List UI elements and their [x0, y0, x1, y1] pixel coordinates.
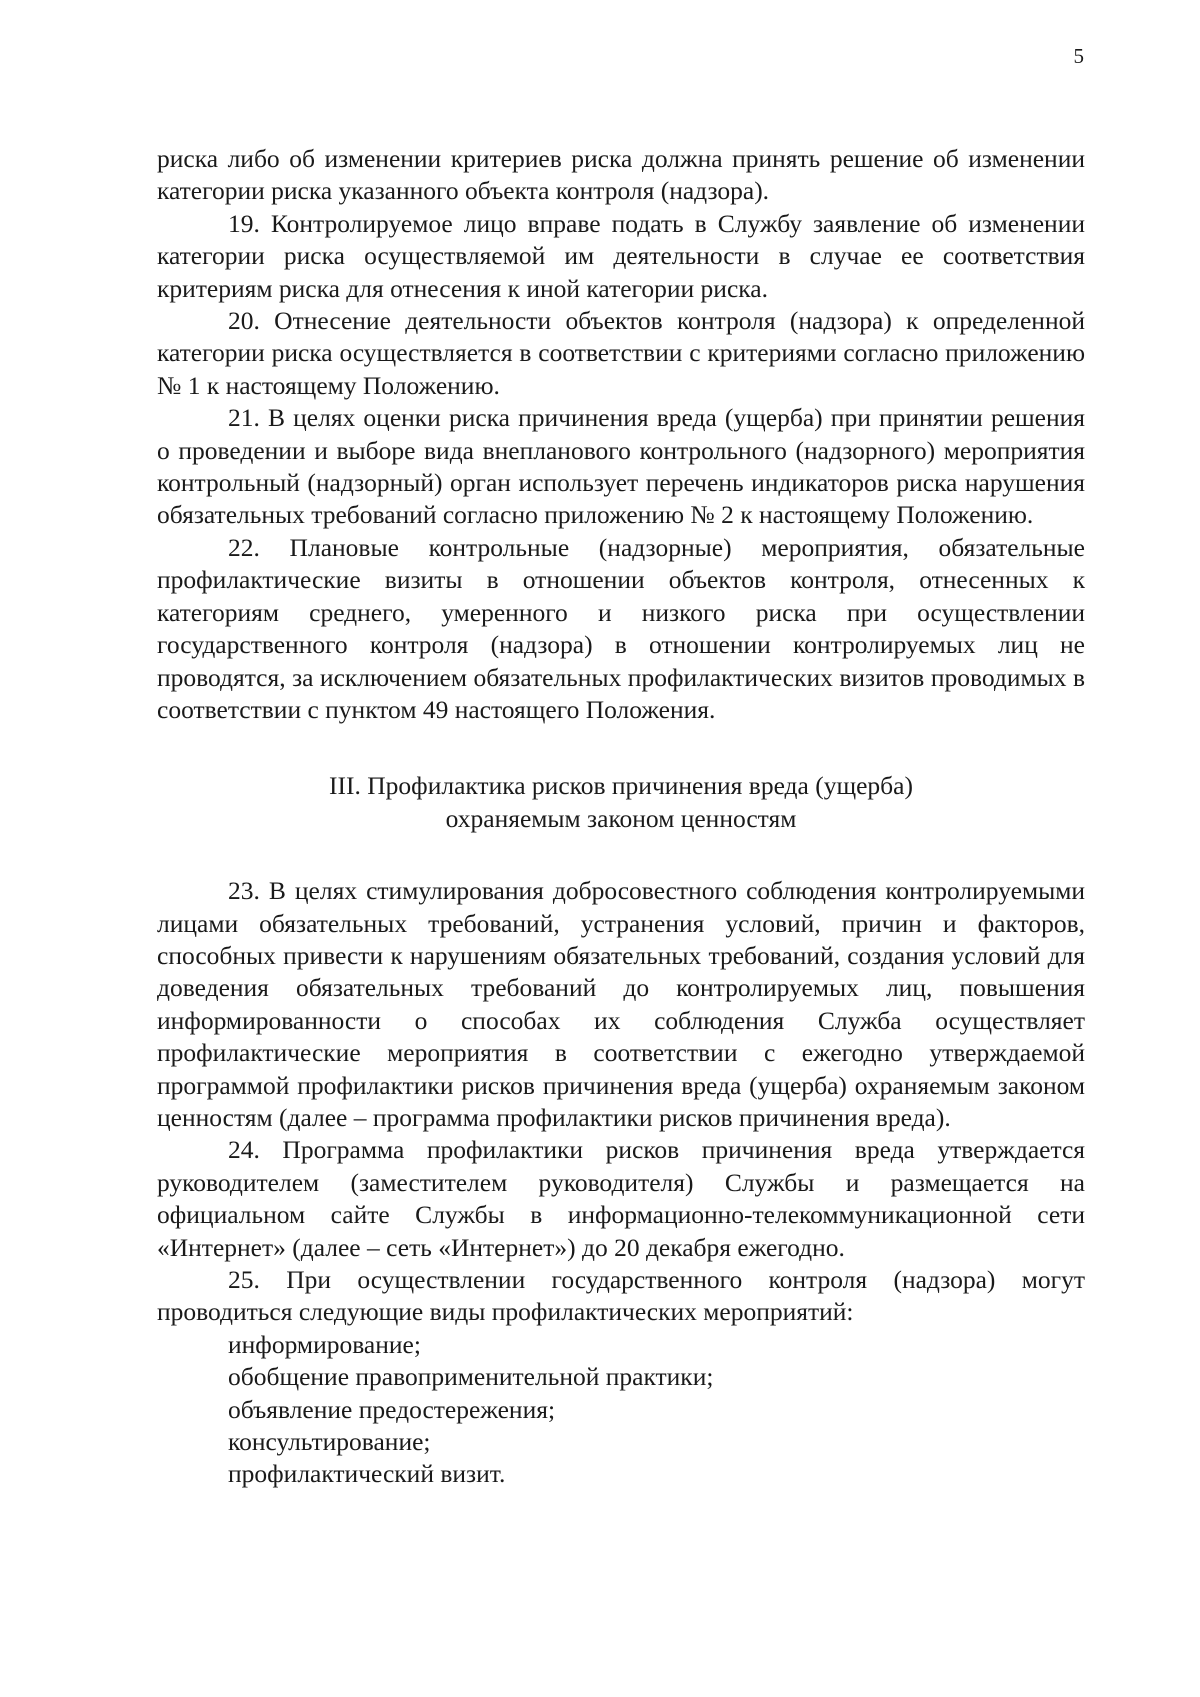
list-item: обобщение правоприменительной практики; — [228, 1362, 714, 1392]
paragraph-21: 21. В целях оценки риска причинения вреда (ущерба) при принятии решения о проведении и выборе вида внепланового контрольного (надзорного) мероприятия контрольный (надзорный) орган использует перечень индикаторов риска нарушения обязательных требований согласно приложению № 2 к настоящему Положению. — [157, 403, 1085, 530]
paragraph-24: 24. Программа профилактики рисков причинения вреда утверждается руководителем (заместителем руководителя) Службы и размещается на официальном сайте Службы в информационно-телекоммуникационной сети «Интернет» (далее – сеть «Интернет») до 20 декабря ежегодно. — [157, 1135, 1085, 1262]
list-item: профилактический визит. — [228, 1459, 506, 1489]
section-heading-line-2: охраняемым законом ценностям — [445, 803, 797, 833]
document-body — [157, 143, 1085, 1491]
section-heading-line-1: III. Профилактика рисков причинения вреда (ущерба) — [329, 771, 913, 801]
paragraph-25: 25. При осуществлении государственного контроля (надзора) могут проводиться следующие виды профилактических мероприятий: — [157, 1265, 1085, 1327]
list-item: объявление предостережения; — [228, 1394, 556, 1424]
list-item: консультирование; — [228, 1427, 431, 1457]
prevention-measures-list — [157, 1329, 1085, 1491]
paragraph-23: 23. В целях стимулирования добросовестного соблюдения контролируемыми лицами обязательных требований, устранения условий, причин и факторов, способных привести к нарушениям обязательных требований, создания условий для доведения обязательных требований до контролируемых лиц, повышения информированности о способах их соблюдения Служба осуществляет профилактические мероприятия в соответствии с ежегодно утверждаемой программой профилактики рисков причинения вреда (ущерба) охраняемым законом ценностям (далее – программа профилактики рисков причинения вреда). — [157, 876, 1085, 1132]
paragraph-19: 19. Контролируемое лицо вправе подать в Службу заявление об изменении категории риска осуществляемой им деятельности в случае ее соответствия критериям риска для отнесения к иной категории риска. — [157, 208, 1085, 303]
paragraph-20: 20. Отнесение деятельности объектов контроля (надзора) к определенной категории риска осуществляется в соответствии с критериями согласно приложению № 1 к настоящему Положению. — [157, 306, 1085, 400]
paragraph-22: 22. Плановые контрольные (надзорные) мероприятия, обязательные профилактические визиты в отношении объектов контроля, отнесенных к категориям среднего, умеренного и низкого риска при осуществлении государственного контроля (надзора) в отношении контролируемых лиц не проводятся, за исключением обязательных профилактических визитов проводимых в соответствии с пунктом 49 настоящего Положения. — [157, 532, 1085, 724]
section-heading — [157, 770, 1085, 835]
list-item: информирование; — [228, 1329, 421, 1359]
paragraph-continuation: риска либо об изменении критериев риска должна принять решение об изменении категории риска указанного объекта контроля (надзора). — [157, 144, 1085, 206]
page-number: 5 — [1073, 44, 1084, 68]
